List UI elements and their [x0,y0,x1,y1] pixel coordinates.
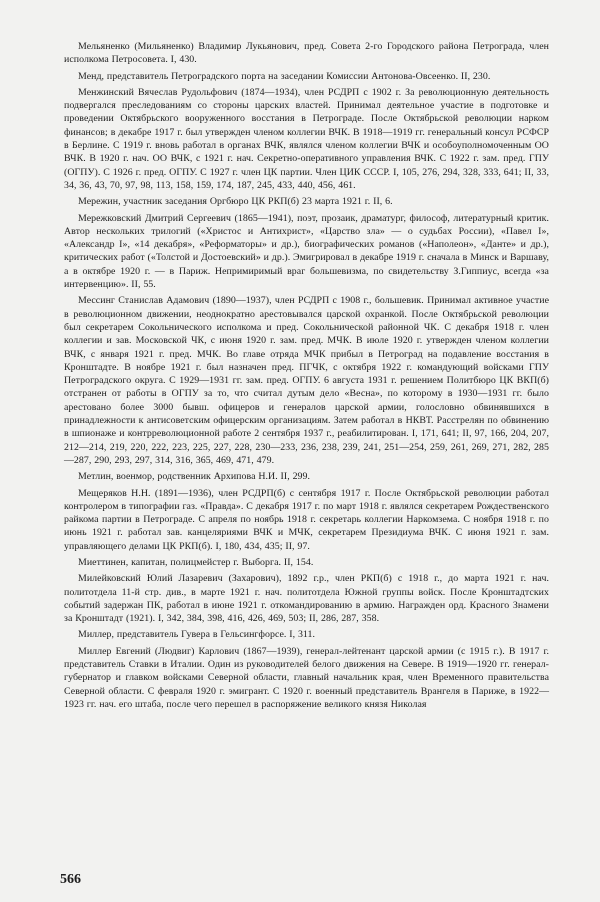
index-entry: Мережин, участник заседания Оргбюро ЦК РКП(б) 23 марта 1921 г. II, 6. [78,196,393,208]
index-entry: Мещеряков Н.Н. (1891—1936), член РСДРП(б) с сентября 1917 г. После Октябрьской революции работал контролером в типографии газ. «Правда». С декабря 1917 г. по март 1918 г. являлся секретарем Рождественского райкома партии в Петрограде. С апреля по ноябрь 1918 г. секретарь коллегии Наркомзема. С ноября 1918 г. по июнь 1921 г. работал зав. канцеляриями ВЧК и МЧК, секретарем Президиума ВЧК. С июня 1921 г. зам. управляющего делами ЦК РКП(б). I, 180, 434, 435; II, 97. [64,487,549,552]
page-number: 566 [60,872,81,887]
index-entry: Миеттинен, капитан, полицмейстер г. Выборга. II, 154. [78,556,314,568]
index-entry: Мессинг Станислав Адамович (1890—1937), член РСДРП с 1908 г., большевик. Принимал активное участие в революционном движении, неоднократно арестовывался царской охранкой. После Октябрьской революции был секретарем Сокольнического исполкома и пред. Сокольнической районной ЧК. С декабря 1918 г. член коллегии и зав. Московской ЧК, с июня 1920 г. зам. пред. МЧК. В июле 1920 г. утвержден членом коллегии ВЧК, с января 1921 г. пред. МЧК. Во главе отряда МЧК прибыл в Петроград на подавление восстания в Кронштадте. В ноябре 1921 г. был назначен пред. ПГЧК, с октября 1922 г. командующий войсками ГПУ Петроградского округа. С 1929—1931 гг. зам. пред. ОГПУ. 6 августа 1931 г. решением Политбюро ЦК ВКП(б) отстранен от работы в ОГПУ за то, что считал дутым дело «Весна», по которому в 1930—1931 гг. было арестовано более 3000 бывш. офицеров и генералов царской армии, голословно обвинявшихся в принадлежности к антисоветским офицерским организациям. Затем работал в НКВТ. Расстрелян по обвинению в шпионаже и контрреволюционной работе 2 сентября 1937 г., реабилитирован. I, 171, 641; II, 97, 166, 204, 207, 212—214, 219, 220, 222, 223, 225, 227, 228, 230—233, 236, 238, 239, 241, 251—254, 259, 261, 269, 271, 282, 285—287, 290, 293, 297, 314, 316, 365, 469, 471, 479. [64,295,549,466]
biographical-index-entries [64,40,549,714]
index-entry: Метлин, военмор, родственник Архипова Н.И. II, 299. [78,471,311,483]
index-entry: Мережковский Дмитрий Сергеевич (1865—1941), поэт, прозаик, драматург, философ, литературный критик. Автор нескольких трилогий («Христос и Антихрист», «Царство зла» — о судьбах России), «Павел I», «Александр I», «14 декабря», «Реформаторы» и др.), биографических романов («Наполеон», «Данте» и др.), критических работ («Толстой и Достоевский» и др.). Эмигрировал в декабре 1919 г. сначала в Минск и Варшаву, а в октябре 1920 г. — в Париж. Непримиримый враг большевизма, по свидетельству З.Гиппиус, всегда «за интервенцию». II, 55. [64,212,549,291]
index-entry: Милейковский Юлий Лазаревич (Захарович), 1892 г.р., член РКП(б) с 1918 г., до марта 1921 г. нач. политотдела 11-й стр. див., в марте 1921 г. нач. политотдела Южной группы войск. После Кронштадтских событий задержан ПК, работал в июне 1921 г. откомандированию в армию. Награжден орд. Красного Знамени за Кронштадт (1921). I, 342, 384, 398, 416, 426, 469, 503; II, 286, 287, 358. [64,573,549,625]
index-entry: Миллер Евгений (Людвиг) Карлович (1867—1939), генерал-лейтенант царской армии (с 1915 г.). В 1917 г. представитель Ставки в Италии. Один из руководителей белого движения на Севере. В 1919—1920 гг. генерал-губернатор и главком войсками Северной области, главный начальник края, член Временного правительства Северной области. С февраля 1920 г. эмигрант. С 1920 г. военный представитель Врангеля в Париже, в 1922—1923 гг. нач. его штаба, после чего перешел в распоряжение великого князя Николая [64,645,549,710]
index-entry: Миллер, представитель Гувера в Гельсингфорсе. I, 311. [78,629,316,641]
index-entry: Менжинский Вячеслав Рудольфович (1874—1934), член РСДРП с 1902 г. За революционную деятельность подвергался преследованиям со стороны царских властей. Принимал деятельное участие в подготовке и проведении Октябрьского вооруженного восстания в Петрограде. После Октябрьской революции нарком финансов; в декабре 1917 г. был утвержден членом коллегии ВЧК. В 1918—1919 гг. генеральный консул РСФСР в Берлине. С 1919 г. вновь работал в органах ВЧК, являлся членом коллегии ВЧК и особоуполномоченным ОО ВЧК. В 1920 г. нач. ОО ВЧК, с 1921 г. нач. Секретно-оперативного управления ВЧК. С 1922 г. зам. пред. ГПУ (ОГПУ). С 1926 г. пред. ОГПУ. С 1927 г. член ЦК партии. Член ЦИК СССР. I, 105, 276, 294, 328, 333, 641; II, 33, 34, 36, 43, 70, 97, 98, 113, 158, 159, 174, 187, 245, 433, 440, 456, 461. [64,86,549,191]
index-entry: Мельяненко (Мильяненко) Владимир Лукьянович, пред. Совета 2-го Городского района Петрограда, член исполкома Петросовета. I, 430. [64,41,549,66]
index-entry: Менд, представитель Петроградского порта на заседании Комиссии Антонова-Овсеенко. II, 230. [78,70,491,82]
